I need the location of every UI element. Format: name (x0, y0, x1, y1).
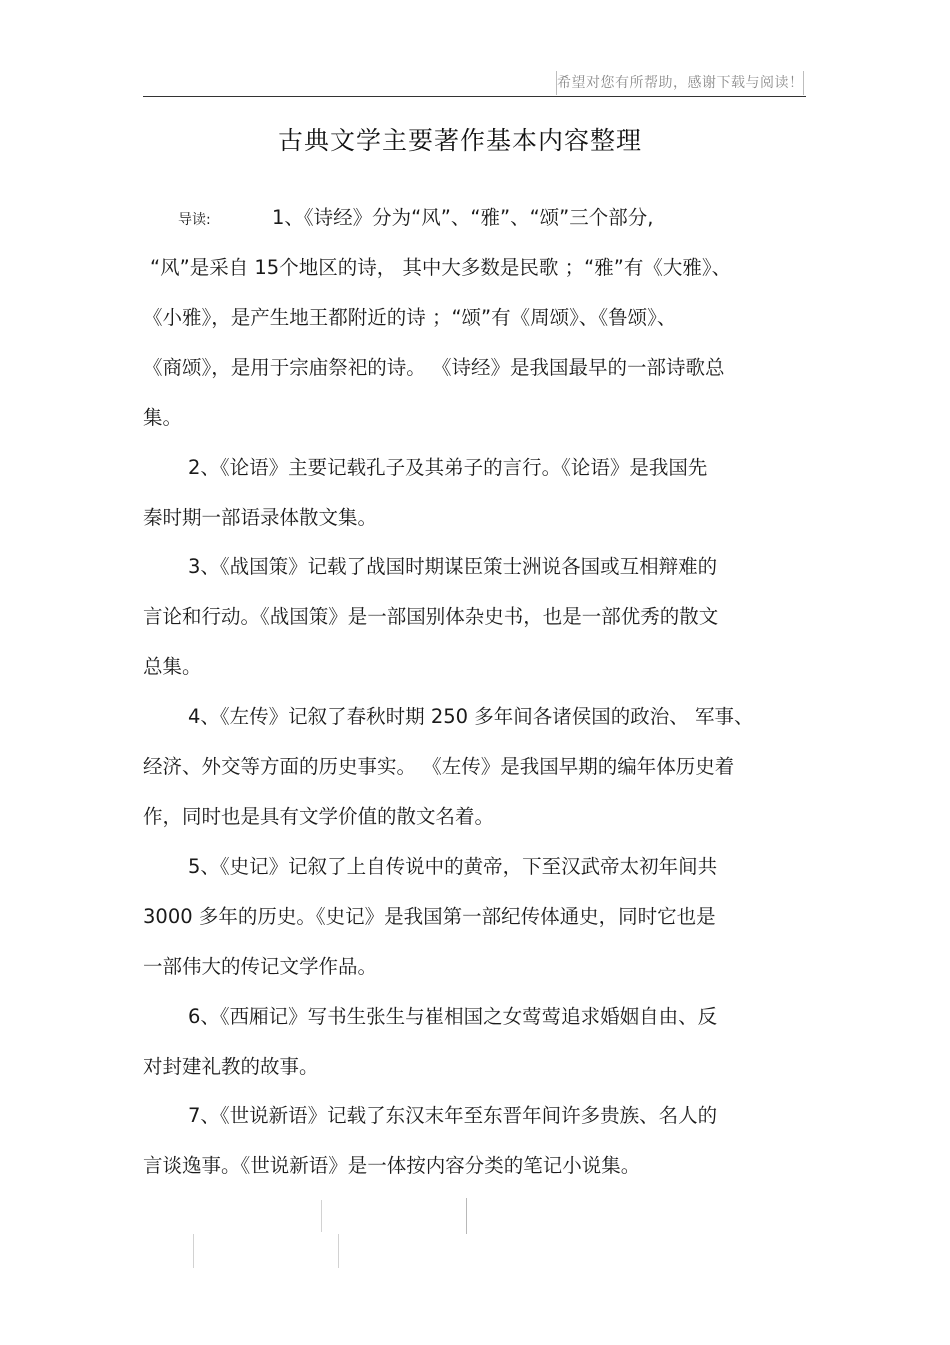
paragraph-line: 3000 多年的历史。《史记》是我国第一部纪传体通史，同时它也是 (143, 905, 716, 928)
paragraph-line: 经济、外交等方面的历史事实。 《左传》是我国早期的编年体历史着 (143, 755, 735, 778)
paragraph-line: 对封建礼教的故事。 (143, 1055, 319, 1078)
paragraph-line: 作，同时也是具有文学价值的散文名着。 (143, 805, 495, 828)
paragraph-line: 一部伟大的传记文学作品。 (143, 955, 378, 978)
header-note: 希望对您有所帮助，感谢下载与阅读！ (556, 71, 804, 95)
paragraph-line: 5、《史记》记叙了上自传说中的黄帝，下至汉武帝太初年间共 (188, 855, 718, 878)
paragraph-line: 1、《诗经》分为“风”、“雅”、“颂”三个部分, (272, 206, 654, 229)
paragraph-line: 集。 (143, 406, 183, 429)
scan-artifact-line (321, 1200, 322, 1232)
paragraph-line: 《商颂》，是用于宗庙祭祀的诗。 《诗经》是我国最早的一部诗歌总 (143, 356, 725, 379)
header-rule (143, 96, 806, 97)
paragraph-line: 秦时期一部语录体散文集。 (143, 506, 378, 529)
scan-artifact-line (193, 1234, 194, 1268)
paragraph-line: 3、《战国策》记载了战国时期谋臣策士洲说各国或互相辩难的 (188, 555, 718, 578)
paragraph-line: 总集。 (143, 655, 202, 678)
paragraph-line: 言论和行动。《战国策》是一部国别体杂史书，也是一部优秀的散文 (143, 605, 719, 628)
paragraph-line: 7、《世说新语》记载了东汉末年至东晋年间许多贵族、名人的 (188, 1104, 718, 1127)
document-title: 古典文学主要著作基本内容整理 (277, 126, 642, 155)
paragraph-line: 《小雅》，是产生地王都附近的诗 ；“颂”有《周颂》、《鲁颂》、 (143, 306, 677, 329)
paragraph-line: 言谈逸事。《世说新语》是一体按内容分类的笔记小说集。 (143, 1154, 641, 1177)
scan-artifact-line (338, 1234, 339, 1268)
paragraph-line: 2、《论语》主要记载孔子及其弟子的言行。《论语》是我国先 (188, 456, 708, 479)
paragraph-line: 4、《左传》记叙了春秋时期 250 多年间各诸侯国的政治、 军事、 (188, 705, 754, 728)
paragraph-line: 6、《西厢记》写书生张生与崔相国之女莺莺追求婚姻自由、反 (188, 1005, 718, 1028)
scan-artifact-line (466, 1198, 467, 1234)
intro-label: 导读: (178, 212, 211, 228)
paragraph-line: “风”是采自 15个地区的诗， 其中大多数是民歌 ；“雅”有《大雅》、 (150, 256, 732, 279)
